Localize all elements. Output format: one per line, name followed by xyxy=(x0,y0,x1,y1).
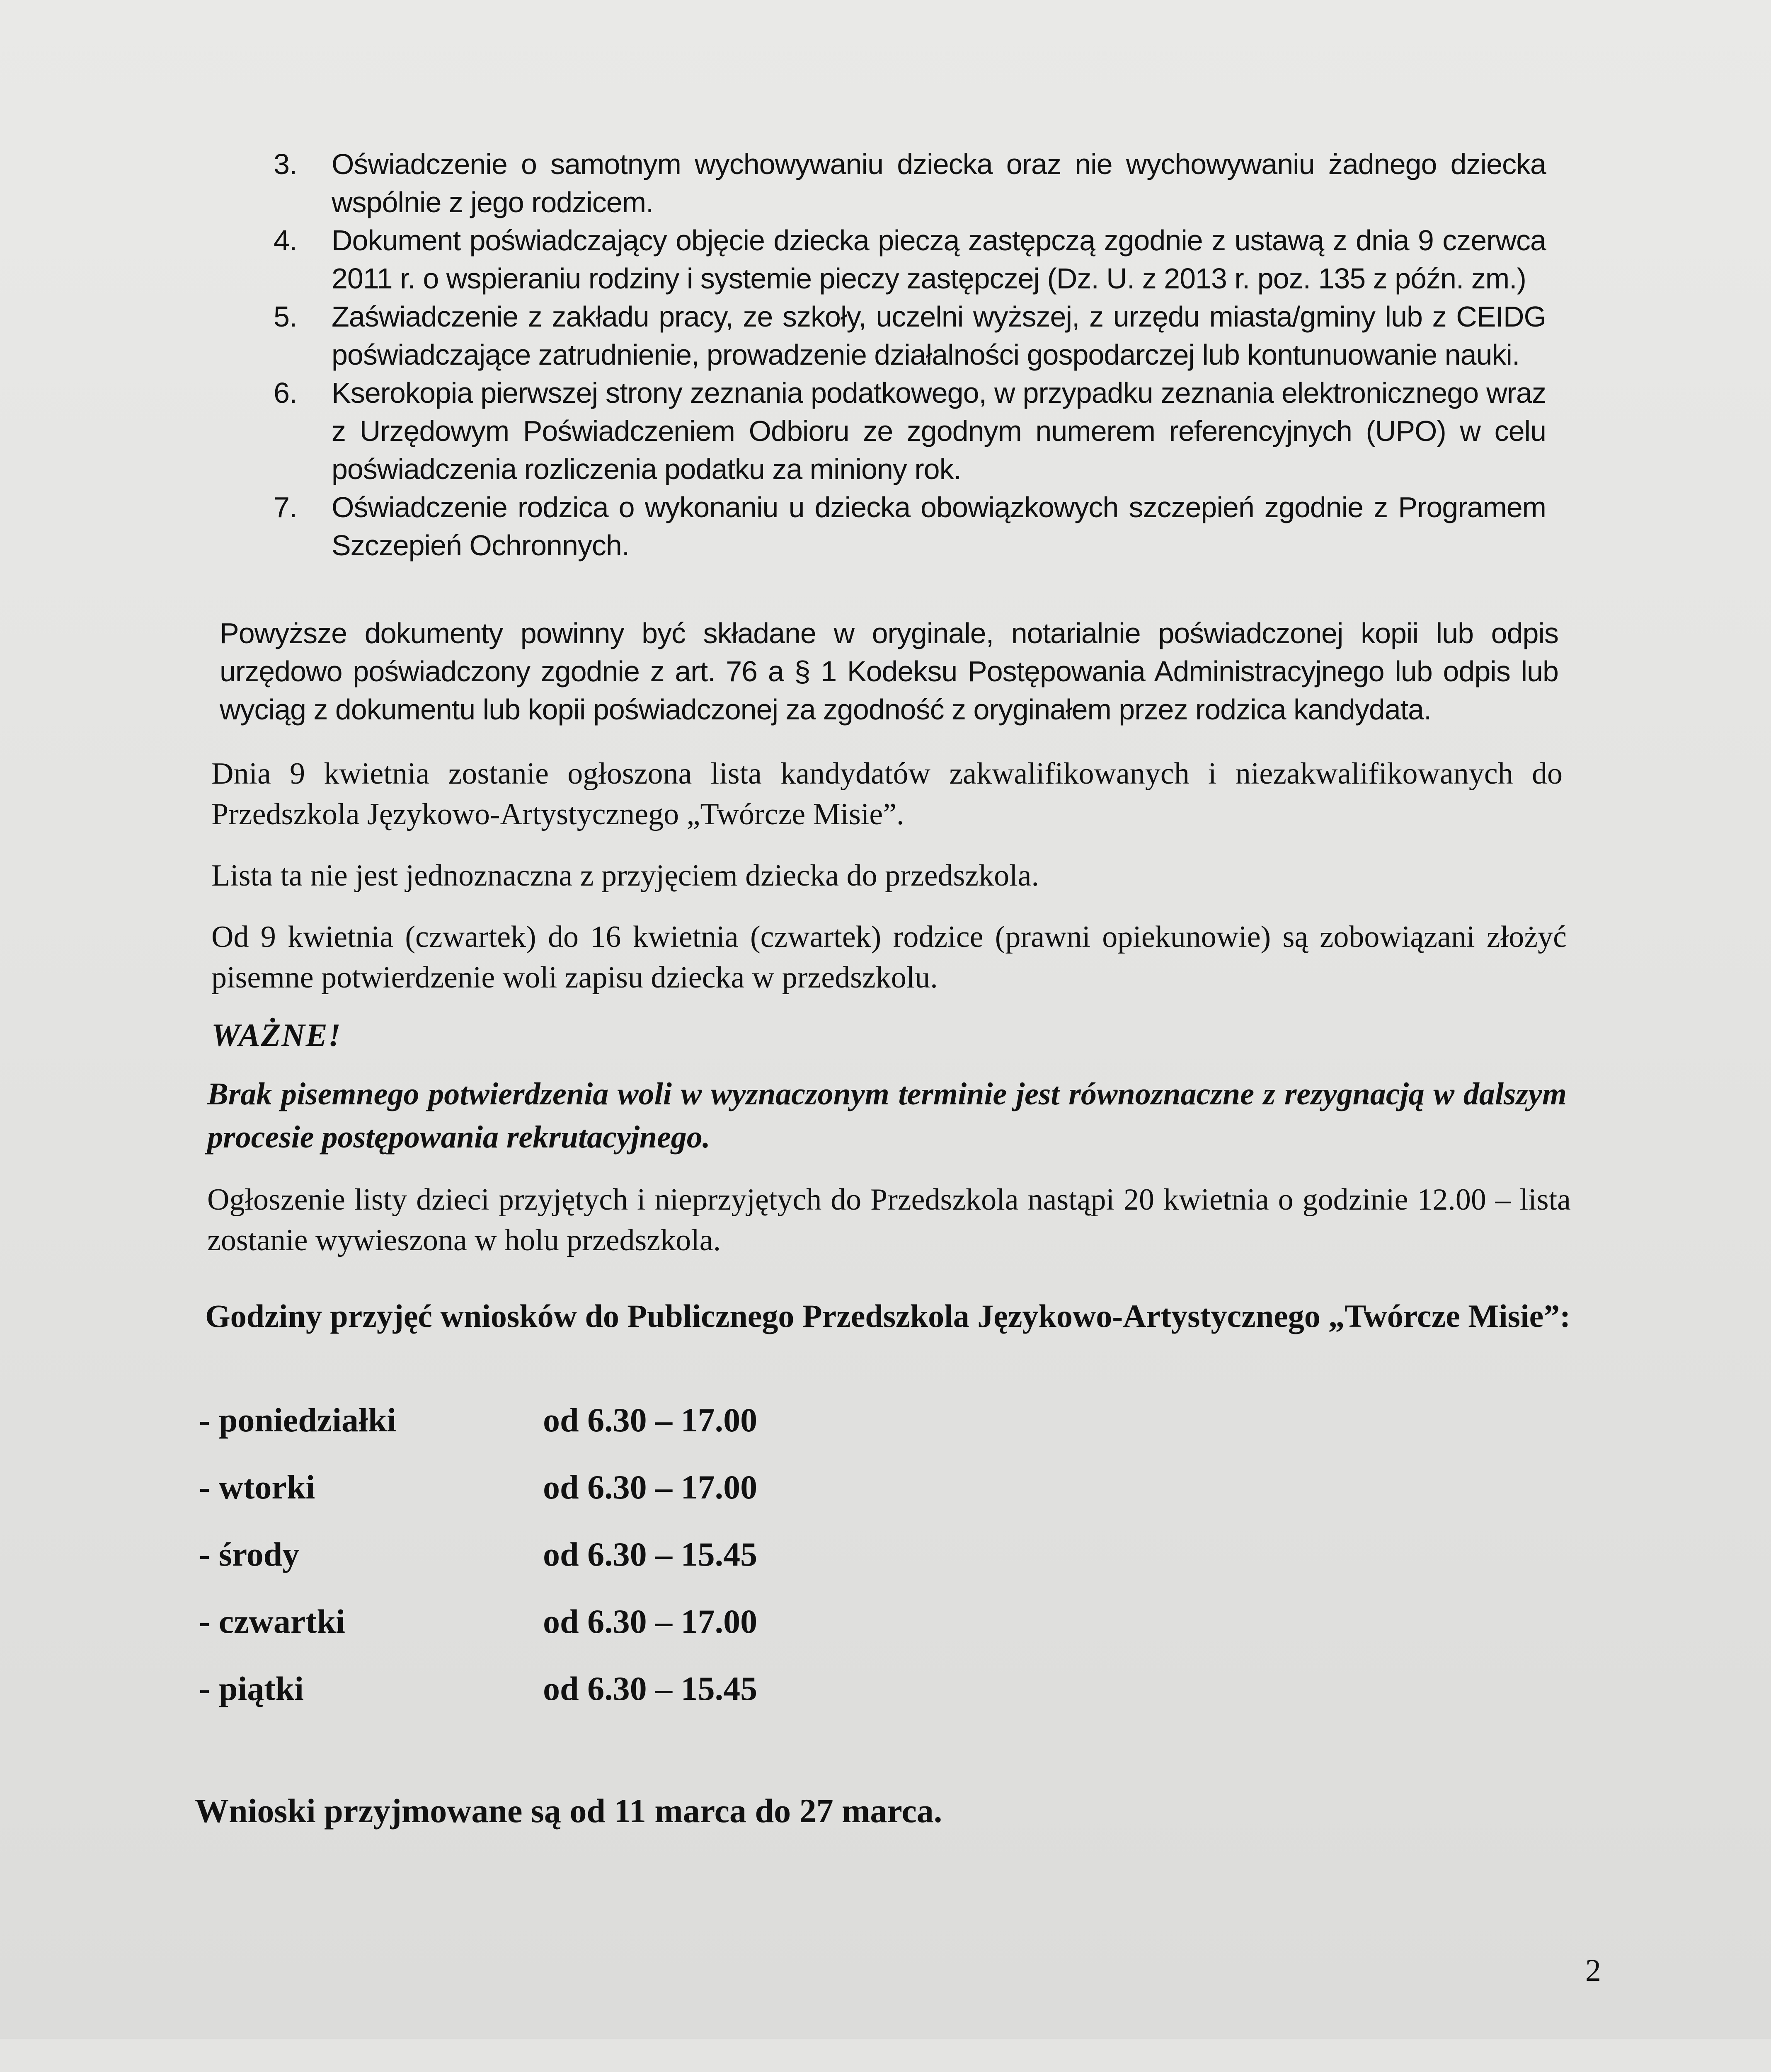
hours-time: od 6.30 – 17.00 xyxy=(543,1602,758,1640)
hours-row xyxy=(199,1669,1771,1736)
list-item xyxy=(274,488,1546,564)
list-item-number: 4. xyxy=(274,224,297,257)
requirements-list xyxy=(274,145,1546,564)
hours-heading: Godziny przyjęć wniosków do Publicznego Przedszkola Językowo-Artystycznego „Twórcze Misie”: xyxy=(205,1298,1571,1334)
hours-day: - wtorki xyxy=(199,1468,315,1506)
announcement-qualified: Dnia 9 kwietnia zostanie ogłoszona lista kandydatów zakwalifikowanych i niezakwalifikowanych do Przedszkola Językowo-Artystycznego „Twórcze Misie”. xyxy=(211,757,1563,831)
list-item xyxy=(274,145,1546,221)
hours-day: - poniedziałki xyxy=(199,1401,397,1439)
hours-time: od 6.30 – 17.00 xyxy=(543,1401,758,1439)
hours-row xyxy=(199,1468,1771,1535)
hours-row xyxy=(199,1535,1771,1602)
list-item-text: Kserokopia pierwszej strony zeznania podatkowego, w przypadku zeznania elektronicznego wraz z Urzędowym Poświadczeniem Odbioru ze zgodnym numerem referencyjnych (UPO) w celu poświadczenia rozliczenia podatku za miniony rok. xyxy=(332,377,1546,485)
hours-time: od 6.30 – 15.45 xyxy=(543,1670,758,1707)
list-not-final: Lista ta nie jest jednoznaczna z przyjęciem dziecka do przedszkola. xyxy=(211,859,1039,893)
list-item xyxy=(274,221,1546,298)
confirmation-period: Od 9 kwietnia (czwartek) do 16 kwietnia (czwartek) rodzice (prawni opiekunowie) są zobowiązani złożyć pisemne potwierdzenie woli zapisu dziecka w przedszkolu. xyxy=(211,920,1567,995)
list-item xyxy=(274,374,1546,488)
hours-row xyxy=(199,1401,1771,1468)
hours-day: - czwartki xyxy=(199,1602,345,1640)
hours-list xyxy=(199,1401,1771,1736)
important-text: Brak pisemnego potwierdzenia woli w wyznaczonym terminie jest równoznaczne z rezygnacją w dalszym procesie postępowania rekrutacyjnego. xyxy=(207,1077,1567,1155)
hours-day: - środy xyxy=(199,1535,300,1573)
list-item-number: 5. xyxy=(274,300,297,333)
list-item-text: Zaświadczenie z zakładu pracy, ze szkoły, uczelni wyższej, z urzędu miasta/gminy lub z CEIDG poświadczające zatrudnienie, prowadzenie działalności gospodarczej lub kontunuowanie nauki. xyxy=(332,300,1546,371)
list-item xyxy=(274,298,1546,374)
important-label: WAŻNE! xyxy=(211,1017,342,1053)
list-item-number: 6. xyxy=(274,377,297,409)
documents-note: Powyższe dokumenty powinny być składane w oryginale, notarialnie poświadczonej kopii lub odpis urzędowo poświadczony zgodnie z art. 76 a § 1 Kodeksu Postępowania Administracyjnego lub odpis lub wyciąg z dokumentu lub kopii poświadczonej za zgodność z oryginałem przez rodzica kandydata. xyxy=(220,617,1558,726)
list-item-text: Oświadczenie rodzica o wykonaniu u dziecka obowiązkowych szczepień zgodnie z Programem Szczepień Ochronnych. xyxy=(332,491,1546,562)
page-number: 2 xyxy=(1585,1953,1601,1988)
list-item-number: 3. xyxy=(274,148,297,180)
applications-period: Wnioski przyjmowane są od 11 marca do 27 marca. xyxy=(195,1792,942,1830)
list-item-text: Oświadczenie o samotnym wychowywaniu dziecka oraz nie wychowywaniu żadnego dziecka wspólnie z jego rodzicem. xyxy=(332,148,1546,218)
admission-announcement: Ogłoszenie listy dzieci przyjętych i nieprzyjętych do Przedszkola nastąpi 20 kwietnia o godzinie 12.00 – lista zostanie wywieszona w holu przedszkola. xyxy=(207,1183,1571,1257)
hours-row xyxy=(199,1602,1771,1669)
list-item-text: Dokument poświadczający objęcie dziecka pieczą zastępczą zgodnie z ustawą z dnia 9 czerwca 2011 r. o wspieraniu rodziny i systemie pieczy zastępczej (Dz. U. z 2013 r. poz. 135 z późn. zm.) xyxy=(332,224,1546,295)
hours-time: od 6.30 – 17.00 xyxy=(543,1468,758,1506)
hours-day: - piątki xyxy=(199,1670,304,1707)
hours-time: od 6.30 – 15.45 xyxy=(543,1535,758,1573)
list-item-number: 7. xyxy=(274,491,297,523)
